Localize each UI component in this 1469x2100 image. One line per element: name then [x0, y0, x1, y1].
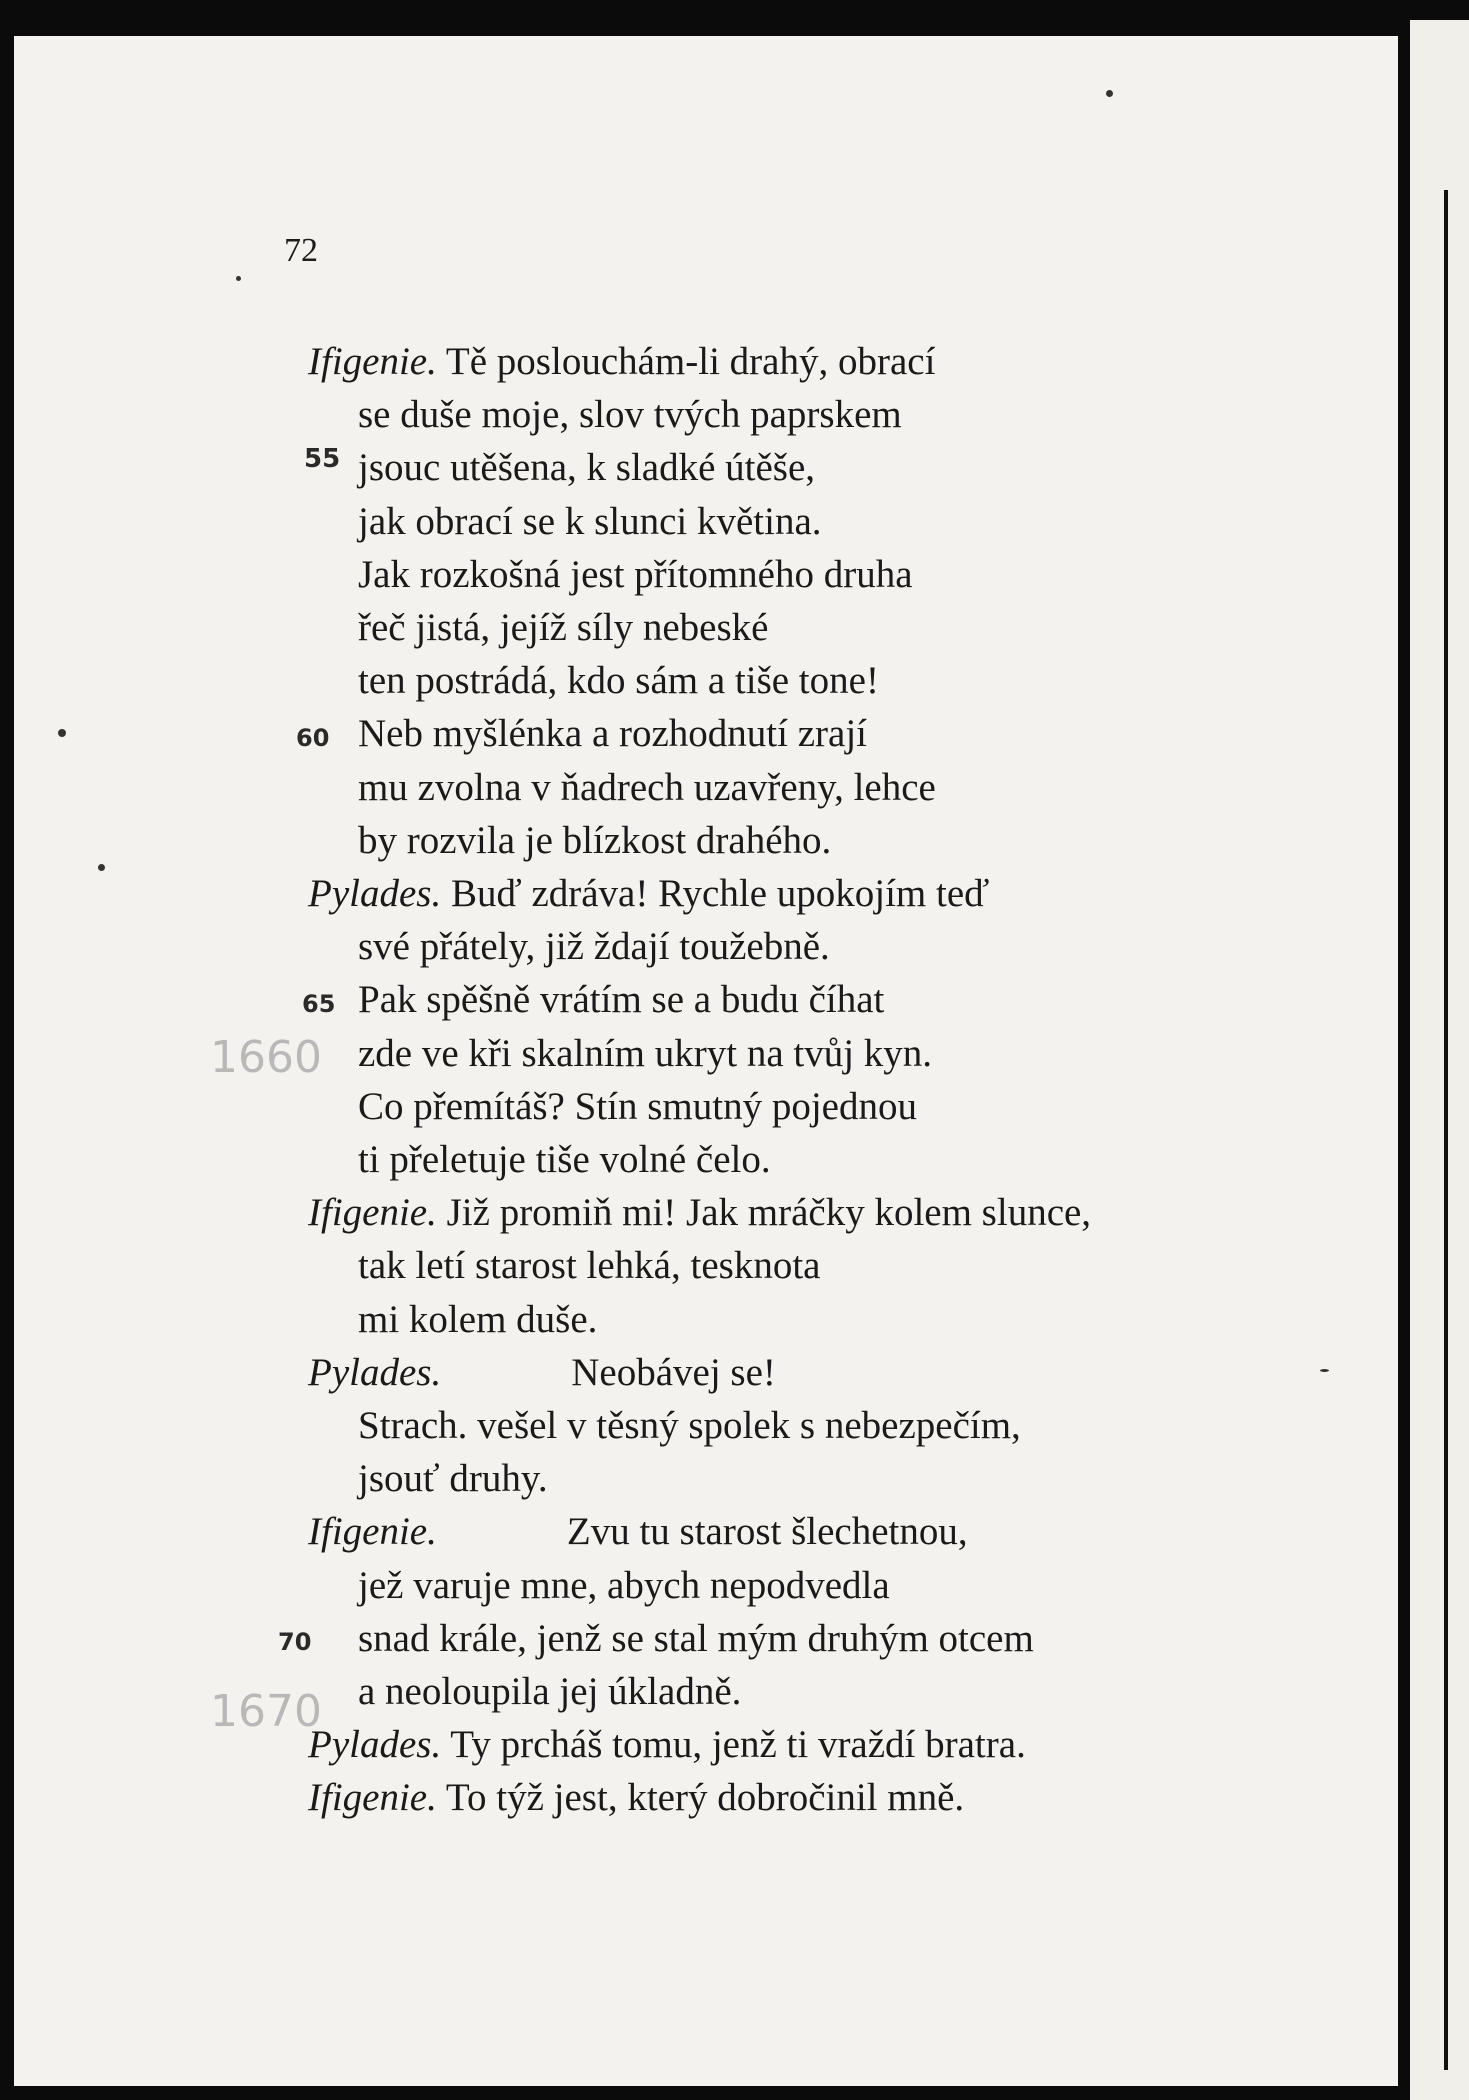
margin-note-70: 70 [278, 1628, 312, 1656]
verse-text: řeč jistá, jejíž síly nebeské [358, 606, 769, 649]
scan-speck [236, 276, 241, 281]
verse-line [358, 1666, 741, 1718]
verse-text: jež varuje mne, abych nepodvedla [358, 1563, 890, 1607]
verse-text: zde ve kři skalním ukryt na tvůj kyn. [358, 1031, 933, 1075]
verse-line [358, 1294, 597, 1346]
book-page [14, 36, 1398, 2086]
speaker-name: Ifigenie. [308, 1191, 437, 1235]
verse-line [358, 655, 879, 707]
margin-note-55: 55 [304, 444, 341, 474]
verse-text: jak obrací se k slunci květina. [358, 499, 822, 543]
verse-text: Tě poslouchám-li drahý, obrací [436, 340, 936, 383]
verse-line [358, 549, 913, 601]
speaker-name: Ifigenie. [308, 340, 437, 383]
verse-text: své přátely, již ždají toužebně. [358, 925, 830, 969]
verse-text: tak letí starost lehká, tesknota [358, 1244, 821, 1288]
verse-line [308, 1772, 964, 1824]
verse-line [358, 1560, 890, 1612]
verse-line [358, 974, 884, 1026]
verse-line [358, 442, 815, 494]
speaker-name: Pylades. [308, 872, 442, 915]
verse-line [358, 602, 768, 654]
verse-text: ten postrádá, kdo sám a tiše tone! [358, 659, 879, 703]
margin-note-1660: 1660 [210, 1032, 322, 1083]
verse-text: Jak rozkošná jest přítomného druha [358, 552, 913, 596]
scan-speck [1320, 1369, 1329, 1372]
verse-line [358, 496, 822, 548]
verse-text: by rozvila je blízkost drahého. [358, 818, 832, 862]
verse-text: To týž jest, který dobročinil mně. [436, 1776, 965, 1820]
verse-line [358, 708, 867, 760]
verse-line [358, 389, 902, 441]
scan-speck [1106, 90, 1113, 97]
verse-text: snad krále, jenž se stal mým druhým otcem [358, 1616, 1034, 1660]
verse-line [358, 762, 936, 814]
verse-line [308, 1719, 1026, 1771]
verse-line [358, 1134, 771, 1186]
verse-line [308, 1347, 776, 1399]
verse-text: mi kolem duše. [358, 1297, 598, 1341]
verse-text: Ty prcháš tomu, jenž ti vraždí bratra. [441, 1723, 1026, 1767]
verse-line [308, 336, 935, 388]
verse-line [358, 921, 830, 973]
scan-speck [58, 729, 66, 737]
verse-text: Zvu tu starost šlechetnou, [566, 1510, 968, 1554]
verse-line [308, 1506, 968, 1558]
verse-text: Neobávej se! [571, 1350, 776, 1394]
speaker-name: Ifigenie. [308, 1510, 437, 1554]
speaker-name: Pylades. [308, 1723, 442, 1767]
verse-line [358, 1613, 1034, 1665]
verse-line [358, 1081, 917, 1133]
margin-note-65: 65 [302, 990, 336, 1018]
verse-text: jsouť druhy. [358, 1457, 548, 1501]
verse-text: Buď zdráva! Rychle upokojím teď [441, 872, 990, 915]
verse-text: Neb myšlénka a rozhodnutí zrají [358, 712, 867, 756]
verse-text: Strach. vešel v těsný spolek s nebezpečím, [358, 1404, 1021, 1447]
scan-speck [98, 864, 105, 871]
verse-text: mu zvolna v ňadrech uzavřeny, lehce [358, 765, 936, 809]
verse-line [358, 1400, 1021, 1452]
margin-note-1670: 1670 [210, 1686, 322, 1737]
next-page-edge [1410, 20, 1469, 2100]
verse-text: Pak spěšně vrátím se a budu číhat [358, 978, 885, 1022]
speaker-name: Pylades. [308, 1350, 442, 1394]
gutter-line [1444, 190, 1448, 2070]
verse-block [14, 336, 1398, 1856]
verse-line [358, 1453, 548, 1505]
verse-line [308, 868, 989, 920]
verse-text: Co přemítáš? Stín smutný pojednou [358, 1084, 917, 1128]
verse-line [358, 1028, 932, 1080]
verse-line [308, 1187, 1091, 1239]
verse-text: Již promiň mi! Jak mráčky kolem slunce, [436, 1191, 1092, 1235]
speaker-name: Ifigenie. [308, 1776, 437, 1820]
page-number: 72 [284, 232, 318, 269]
verse-text: a neoloupila jej úkladně. [358, 1670, 742, 1713]
verse-text: se duše moje, slov tvých paprskem [358, 393, 902, 437]
margin-note-60: 60 [296, 724, 330, 752]
verse-text: ti přeletuje tiše volné čelo. [358, 1138, 771, 1181]
verse-text: jsouc utěšena, k sladké útěše, [358, 446, 816, 490]
verse-line [358, 1240, 820, 1292]
verse-line [358, 815, 831, 867]
